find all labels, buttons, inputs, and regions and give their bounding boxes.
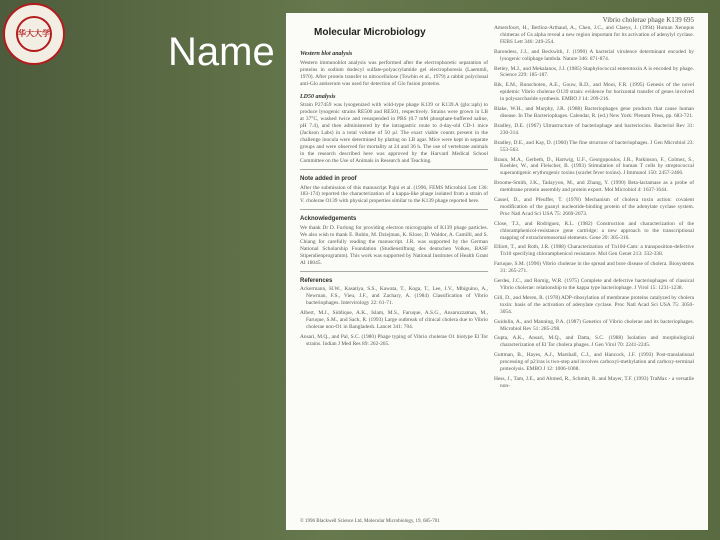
section-heading: LD50 analysis [300, 93, 336, 100]
section-paragraph: Strain P27459 was lysogenized with wild-type phage K139 or K139.A (glo::aph) to produce lysogenic strains RE500 and RE501, respectively. Strains were grown in LB at 37°C, washed twice and resuspended in PBS (0.7 mM phosphate-buffered saline, pH 7.4), and then administered by the intragastric route to 4-day-old CD-1 mice (Jackson Labs) in a total volume of 50 µl. The exact viable counts present in the challenge inocula were determined by plating on LB agar. Mice were kept in separate groups and were observed for mortality at 24 and 36 h. The use of vertebrate animals in the research described here was approved by the Harvard Medical School Committee on the Use of Animals in Research and Teaching. [300, 102, 488, 164]
reference-entry: Bik, E.M., Bunschoten, A.E., Gouw, R.D., and Mooi, F.R. (1995) Genesis of the novel epidemic Vibrio cholerae O139 strain: evidence for horizontal transfer of genes involved in polysaccharide synthesis. EMBO J 14: 209-216. [494, 82, 694, 103]
divider [300, 271, 488, 272]
reference-entry: Ackermann, H.W., Kasatiya, S.S., Kawata, T., Koga, T., Lee, J.V., Mbiguino, A., Newman, F.S., Vieu, J.F., and Zachary, A. (1984) Classification of Vibrio bacteriophages. Intervirology 22: 61-71. [300, 286, 488, 307]
copyright-footer: © 1996 Blackwell Science Ltd, Molecular Microbiology, 19, 685-701 [300, 519, 440, 524]
section-paragraph: We thank Dr D. Furlong for providing electron micrographs of K139 phage particles. We also wish to thank E. Rubin, M. Dziejman, K. Klose, D. Waldor, A. Camilli, and S. Chiang for carefully reading the manuscript. J.R. was supported by the German National Scholarship Foundation (Studienstiftung des deutschen Volkes, BASF Stipendienprogramm). This work was supported by National Institutes of Health Grant AI 18045. [300, 225, 488, 266]
section-heading: Western blot analysis [300, 51, 353, 57]
section-heading: Note added in proof [300, 175, 357, 182]
left-column [300, 45, 488, 351]
section-paragraph: Western immunoblot analysis was performed after the electrophoretic separation of proteins in sodium dodecyl sulfate-polyacrylamide gel electrophoresis (Laemmli, 1970). After protein transfer to nitrocellulose (Towbin et al., 1979) a rabbit polyclonal anti-Glo antiserum was used for detection of Glo fusion proteins. [300, 59, 488, 87]
reference-entry: Gill, D., and Meren, R. (1978) ADP-ribosylation of membrane proteins catalyzed by cholera toxin: basis of the activation of adenylate cyclase. Proc Natl Acad Sci USA 75: 3050-3054. [494, 294, 694, 315]
reference-entry: Cassel, D., and Pfeuffer, T. (1978) Mechanism of cholera toxin action: covalent modification of the guanyl nucleotide-binding protein of the adenylate cyclase system. Proc Natl Acad Sci USA 75: 2669-2673. [494, 197, 694, 217]
divider [300, 169, 488, 170]
reference-entry: Gupta, A.K., Ansari, M.Q., and Datta, S.C. (1988) Isolation and morphological characterization of El Tor cholera phages. J Gen Virol 70: 2241-2245. [494, 335, 694, 349]
reference-entry: Guidolin, A., and Manning, P.A. (1987) Genetics of Vibrio cholerae and its bacteriophages. Microbiol Rev 51: 285-298. [494, 318, 694, 332]
reference-entry: Elliott, T., and Roth, J.R. (1988) Characterization of Tn10d-Cam: a transposition-defective Tn10 specifying chloramphenicol resistance. Mol Gen Genet 213: 332-338. [494, 244, 694, 258]
reference-entry: Close, T.J., and Rodriguez, R.L. (1982) Construction and characterization of the chloramphenicol-resistance gene cartridge: a new approach to the transcriptional mapping of extrachromosomal elements. Gene 20: 305-316. [494, 220, 694, 241]
references-heading: References [300, 277, 333, 284]
section-paragraph: After the submission of this manuscript Pajni et al. (1996, FEMS Microbiol Lett 136: 183-174) reported the characterization of a kappa-like phage isolated from a strain of V. cholerae O139 with physical properties similar to the K139 phage reported here. [300, 184, 488, 205]
reference-entry: Bradley, D.E. (1967) Ultrastructure of bacteriophage and bacteriocins. Bacteriol Rev 31: 230-314. [494, 122, 694, 136]
reference-entry: Guttman, B., Hayes, A.J., Marshall, C.J., and Hancock, J.F. (1993) Post-translational processing of p21ras is two-step and involves carboxyl-methylation and carboxy-terminal proteolysis. EMBO J 12: 1006-1008. [494, 352, 694, 373]
reference-entry: Barondess, J.J., and Beckwith, J. (1990) A bacterial virulence determinant encoded by lysogenic coliphage lambda. Nature 346: 871-874. [494, 48, 694, 62]
university-seal [3, 3, 65, 65]
seal-label: 华大大学 [18, 29, 50, 38]
reference-entry: Faruque, S.M. (1996) Vibrio cholerae in the spread and bore disease of cholera. Biosystems 31: 265-271. [494, 261, 694, 275]
reference-entry: Bradley, D.E., and Kay, D. (1960) The fine structure of bacteriophages. J Gen Microbiol 23: 553-563. [494, 139, 694, 153]
reference-entry: Braun, M.A., Gerbeth, D., Hartwig, U.F., Georgopoulos, J.R., Parkinson, F., Colmez, S., Koehler, W., and Fleischer, B. (1993) Stimulation of human T cells by streptococcal superantigenic erythrogenic toxins (scarlet fever toxins). J Immunol 150: 2457-2466. [494, 156, 694, 177]
divider [300, 209, 488, 210]
running-head: Vibrio cholerae phage K139 695 [602, 16, 694, 24]
document-page [286, 13, 708, 530]
reference-entry: Hess, J., Tam, J.E., and Ahmed, R., Schmitt, R. and Mayer, T.F. (1993) TraMax - a versatile non- [494, 375, 694, 389]
reference-entry: Blake, W.H., and Murphy, J.R. (1988) Bacteriophages gene products that cause human disease. In The Bacteriophages. Calendar, R. (ed.) New York: Plenum Press, pp. 683-721. [494, 106, 694, 119]
reference-entry: Betley, M.J., and Mekalanos, J.J. (1985) Staphylococcal enterotoxin A is encoded by phage. Science 229: 185-187. [494, 65, 694, 79]
journal-name: Molecular Microbiology [314, 27, 426, 38]
section-heading: Acknowledgements [300, 216, 357, 223]
reference-entry: Broome-Smith, J.K., Tadayyon, M., and Zhang, Y. (1990) Beta-lactamase as a probe of membrane protein assembly and protein export. Mol Microbiol 4: 1637-1644. [494, 180, 694, 194]
reference-entry: Ansari, M.Q., and Pal, S.C. (1980) Phage typing of Vibrio cholerae O1 biotype El Tor strains. Indian J Med Res 89: 262-265. [300, 333, 488, 347]
reference-entry: Amersfoort, H., Berlioz-Arthaud, A., Chen, J.C., and Claeys, J. (1994) Human Xenopus chimeras of Gs alpha reveal a new region important for its activation of adenylyl cyclase. FEBS Lett 346: 249-254. [494, 25, 694, 45]
right-column [494, 25, 694, 393]
reference-entry: Albert, M.J., Siddique, A.K., Islam, M.S., Faruque, A.S.G., Ansaruzzaman, M., Faruque, S.M., and Sack, R. (1993) Large outbreak of clinical cholera due to Vibrio cholerae non-O1 in Bangladesh. Lancet 341: 704. [300, 310, 488, 330]
slide-title: Name [168, 30, 275, 74]
reference-entry: Gerdes, J.C., and Romig, W.R. (1975) Complete and defective bacteriophages of classical Vibrio cholerae: relationship to the kappa type bacteriophage. J Virol 15: 1231-1238. [494, 278, 694, 291]
